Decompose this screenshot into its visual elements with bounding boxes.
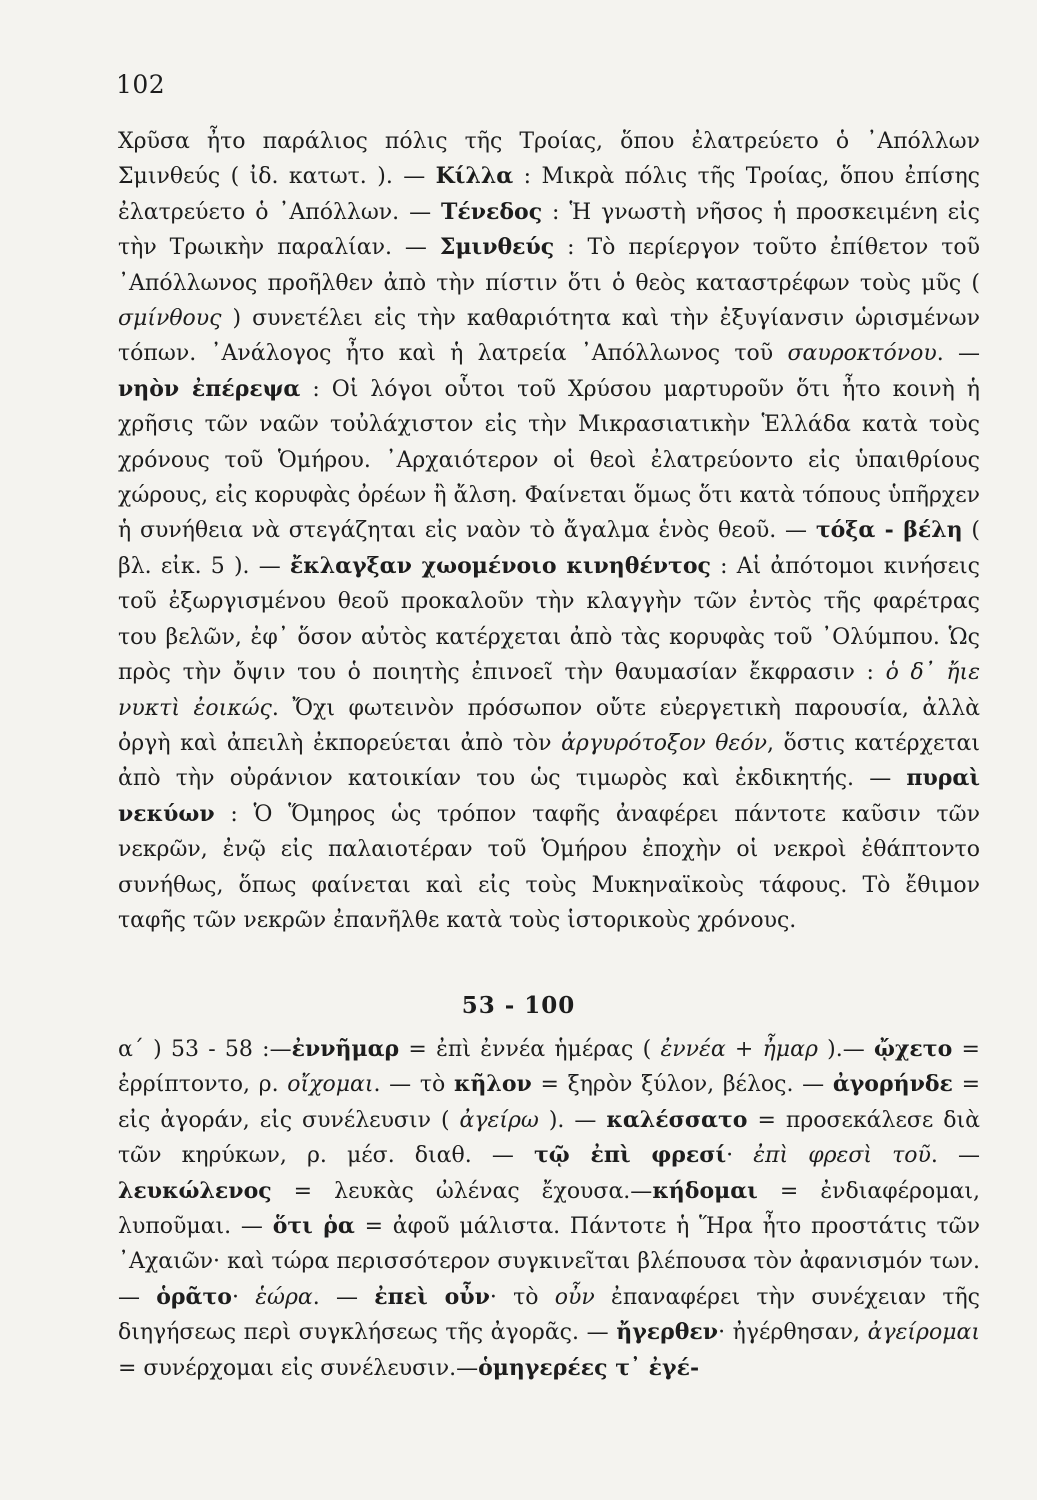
lemma-term: καλέσσατο	[606, 1106, 748, 1133]
text-run: · τὸ	[489, 1284, 555, 1310]
lemma-term: Τένεδος	[441, 198, 543, 225]
text-run: Χρῦσα ἦτο παράλιος πόλις τῆς Τροίας, ὅπου ἐλατρεύετο ὁ ᾿Απόλλων Σμινθεύς ( ἰδ. κατωτ. ). —	[118, 129, 980, 190]
italic-phrase: οἴχομαι	[287, 1072, 374, 1098]
text-run: ). —	[538, 1107, 607, 1133]
text-run: : Ὁ Ὅμηρος ὡς τρόπον ταφῆς ἀναφέρει πάντοτε καῦσιν τῶν νεκρῶν, ἐνῷ εἰς παλαιοτέραν τοῦ Ὁμήρου ἐποχὴν οἱ νεκροὶ ἐθάπτοντο συνήθως, ὅπως φαίνεται καὶ εἰς τοὺς Μυκηναϊκοὺς τάφους. Τὸ ἔθιμον ταφῆς τῶν νεκρῶν ἐπανῆλθε κατὰ τοὺς ἱστορικοὺς χρόνους.	[118, 801, 980, 933]
text-run: . — τὸ	[373, 1072, 454, 1098]
lemma-term: τόξα - βέλη	[815, 517, 963, 544]
text-run: : Τὸ περίεργον τοῦτο ἐπίθετον τοῦ ᾿Απόλλωνος προῆλθεν ἀπὸ τὴν πίστιν ὅτι ὁ θεὸς καταστρέφων τοὺς μῦς (	[118, 235, 981, 296]
text-run: = ἀφοῦ μάλιστα. Πάντοτε ἡ Ἥρα ἦτο προστάτις τῶν ᾿Αχαιῶν· καὶ τώρα περισσότερον συγκινεῖται βλέπουσα τὸν ἀφανισμόν των. —	[118, 1214, 980, 1310]
italic-phrase: σαυροκτόνου	[787, 341, 937, 367]
text-run: α´ ) 53 - 58 :—	[118, 1037, 292, 1062]
italic-phrase: οὖν	[554, 1284, 595, 1310]
italic-phrase: ἀγείρω	[459, 1107, 539, 1133]
italic-phrase: ἑώρα	[255, 1284, 313, 1310]
lemma-term: πυραὶ νεκύων	[118, 765, 980, 827]
text-run: : Ἡ γνωστὴ νῆσος ἡ προσκειμένη εἰς τὴν Τρωικὴν παραλίαν. —	[118, 199, 980, 261]
lemma-term: ἀγορήνδε	[832, 1071, 953, 1098]
italic-phrase: ἀργυρότοξον θεόν	[561, 730, 767, 756]
lemma-term: ἤγερθεν	[616, 1319, 719, 1346]
text-run: ·	[231, 1284, 256, 1310]
text-run: ·	[726, 1143, 754, 1169]
text-run: . —	[936, 341, 980, 367]
lemma-term: Σμινθεύς	[439, 234, 555, 261]
text-run: = ἐπὶ ἐννέα ἡμέρας (	[399, 1037, 661, 1062]
lemma-term: ᾤχετο	[874, 1036, 953, 1062]
commentary-block-1	[118, 124, 980, 938]
text-run: = ξηρὸν ξύλον, βέλος. —	[531, 1072, 833, 1098]
lemma-term: ἔκλαγξαν χωομένοιο κινηθέντος	[289, 552, 711, 579]
lemma-term: ἐπεὶ οὖν	[374, 1283, 490, 1310]
commentary-paragraph	[118, 124, 980, 938]
italic-phrase: σμίνθους	[118, 306, 222, 332]
italic-phrase: ὁ δ᾿ ἤιε νυκτὶ ἐοικώς	[118, 660, 980, 721]
text-run: . Ὄχι φωτεινὸν πρόσωπον οὔτε εὐεργετικὴ παρουσία, ἀλλὰ ὀργὴ καὶ ἀπειλὴ ἐκπορεύεται ἀπὸ τὸν	[118, 695, 980, 756]
lemma-term: ὁμηγερέες τ᾿ ἐγέ-	[478, 1354, 700, 1381]
lemma-term: ἐννῆμαρ	[291, 1036, 400, 1062]
lemma-term: Κίλλα	[435, 163, 514, 190]
text-run: · ἠγέρθησαν,	[718, 1320, 868, 1346]
text-run: , ὅστις κατέρχεται ἀπὸ τὴν οὐράνιον κατοικίαν του ὡς τιμωρὸς καὶ ἐκδικητής. —	[118, 730, 980, 792]
lemma-term: ὁρᾶτο	[156, 1283, 232, 1310]
lemma-term: λευκώλενος	[118, 1177, 272, 1204]
italic-phrase: ἀγείρομαι	[867, 1320, 980, 1346]
text-run: = εἰς ἀγοράν, εἰς συνέλευσιν (	[118, 1072, 981, 1133]
text-run: = λευκὰς ὠλένας ἔχουσα.—	[271, 1178, 653, 1204]
text-run: = προσεκάλεσε διὰ τῶν κηρύκων, ρ. μέσ. διαθ. —	[118, 1107, 980, 1169]
text-run: ( βλ. εἰκ. 5 ). —	[118, 518, 981, 579]
lemma-term: ὅτι ῥα	[272, 1213, 355, 1240]
section-heading: 53 - 100	[461, 992, 576, 1019]
page-number: 102	[116, 70, 166, 99]
text-run: ) συνετέλει εἰς τὴν καθαριότητα καὶ τὴν ἐξυγίανσιν ὡρισμένων τόπων. ᾿Ανάλογος ἦτο καὶ ἡ λατρεία ᾿Απόλλωνος τοῦ	[118, 306, 980, 367]
text-run: = συνέρχομαι εἰς συνέλευσιν.—	[118, 1355, 479, 1381]
text-run: = ἐνδιαφέρομαι, λυποῦμαι. —	[118, 1178, 980, 1240]
text-run: . —	[312, 1284, 375, 1310]
lemma-term: τῷ ἐπὶ φρεσί	[533, 1142, 727, 1169]
text-run: : Οἱ λόγοι οὗτοι τοῦ Χρύσου μαρτυροῦν ὅτι ἦτο κοινὴ ἡ χρῆσις τῶν ναῶν τοὐλάχιστον εἰς τὴν Μικρασιατικὴν Ἑλλάδα κατὰ τοὺς χρόνους τοῦ Ὁμήρου. ᾿Αρχαιότερον οἱ θεοὶ ἐλατρεύοντο εἰς ὑπαιθρίους χώρους, εἰς κορυφὰς ὀρέων ἢ ἄλση. Φαίνεται ὅμως ὅτι κατὰ τόπους ὑπῆρχεν ἡ συνήθεια νὰ στεγάζηται εἰς ναὸν τὸ ἄγαλμα ἑνὸς θεοῦ. —	[118, 376, 980, 544]
lemma-term: κῆλον	[453, 1071, 532, 1098]
text-run: = ἐρρίπτοντο, ρ.	[118, 1037, 980, 1098]
lemma-term: κήδομαι	[652, 1177, 758, 1204]
lemma-term: νηὸν ἐπέρεψα	[118, 375, 301, 402]
commentary-block-2	[118, 1032, 980, 1386]
italic-phrase: ἐπὶ φρεσὶ τοῦ	[753, 1143, 931, 1169]
italic-phrase: ἐννέα + ἦμαρ	[660, 1037, 818, 1062]
text-run: ἐπαναφέρει τὴν συνέχειαν τῆς διηγήσεως περὶ συγκλήσεως τῆς ἀγορᾶς. —	[118, 1284, 980, 1346]
commentary-paragraph	[118, 1032, 980, 1386]
text-run: : Μικρὰ πόλις τῆς Τροίας, ὅπου ἐπίσης ἐλατρεύετο ὁ ᾿Απόλλων. —	[118, 164, 980, 225]
text-run: : Αἱ ἀπότομοι κινήσεις τοῦ ἐξωργισμένου θεοῦ προκαλοῦν τὴν κλαγγὴν τῶν ἐντὸς τῆς φαρέτρας του βελῶν, ἐφ᾿ ὅσον αὐτὸς κατέρχεται ἀπὸ τὰς κορυφὰς τοῦ ᾿Ολύμπου. Ὡς πρὸς τὴν ὄψιν του ὁ ποιητὴς ἐπινοεῖ τὴν θαυμασίαν ἔκφρασιν :	[118, 553, 980, 686]
text-run: . —	[930, 1143, 980, 1169]
text-run: ).—	[817, 1037, 875, 1062]
